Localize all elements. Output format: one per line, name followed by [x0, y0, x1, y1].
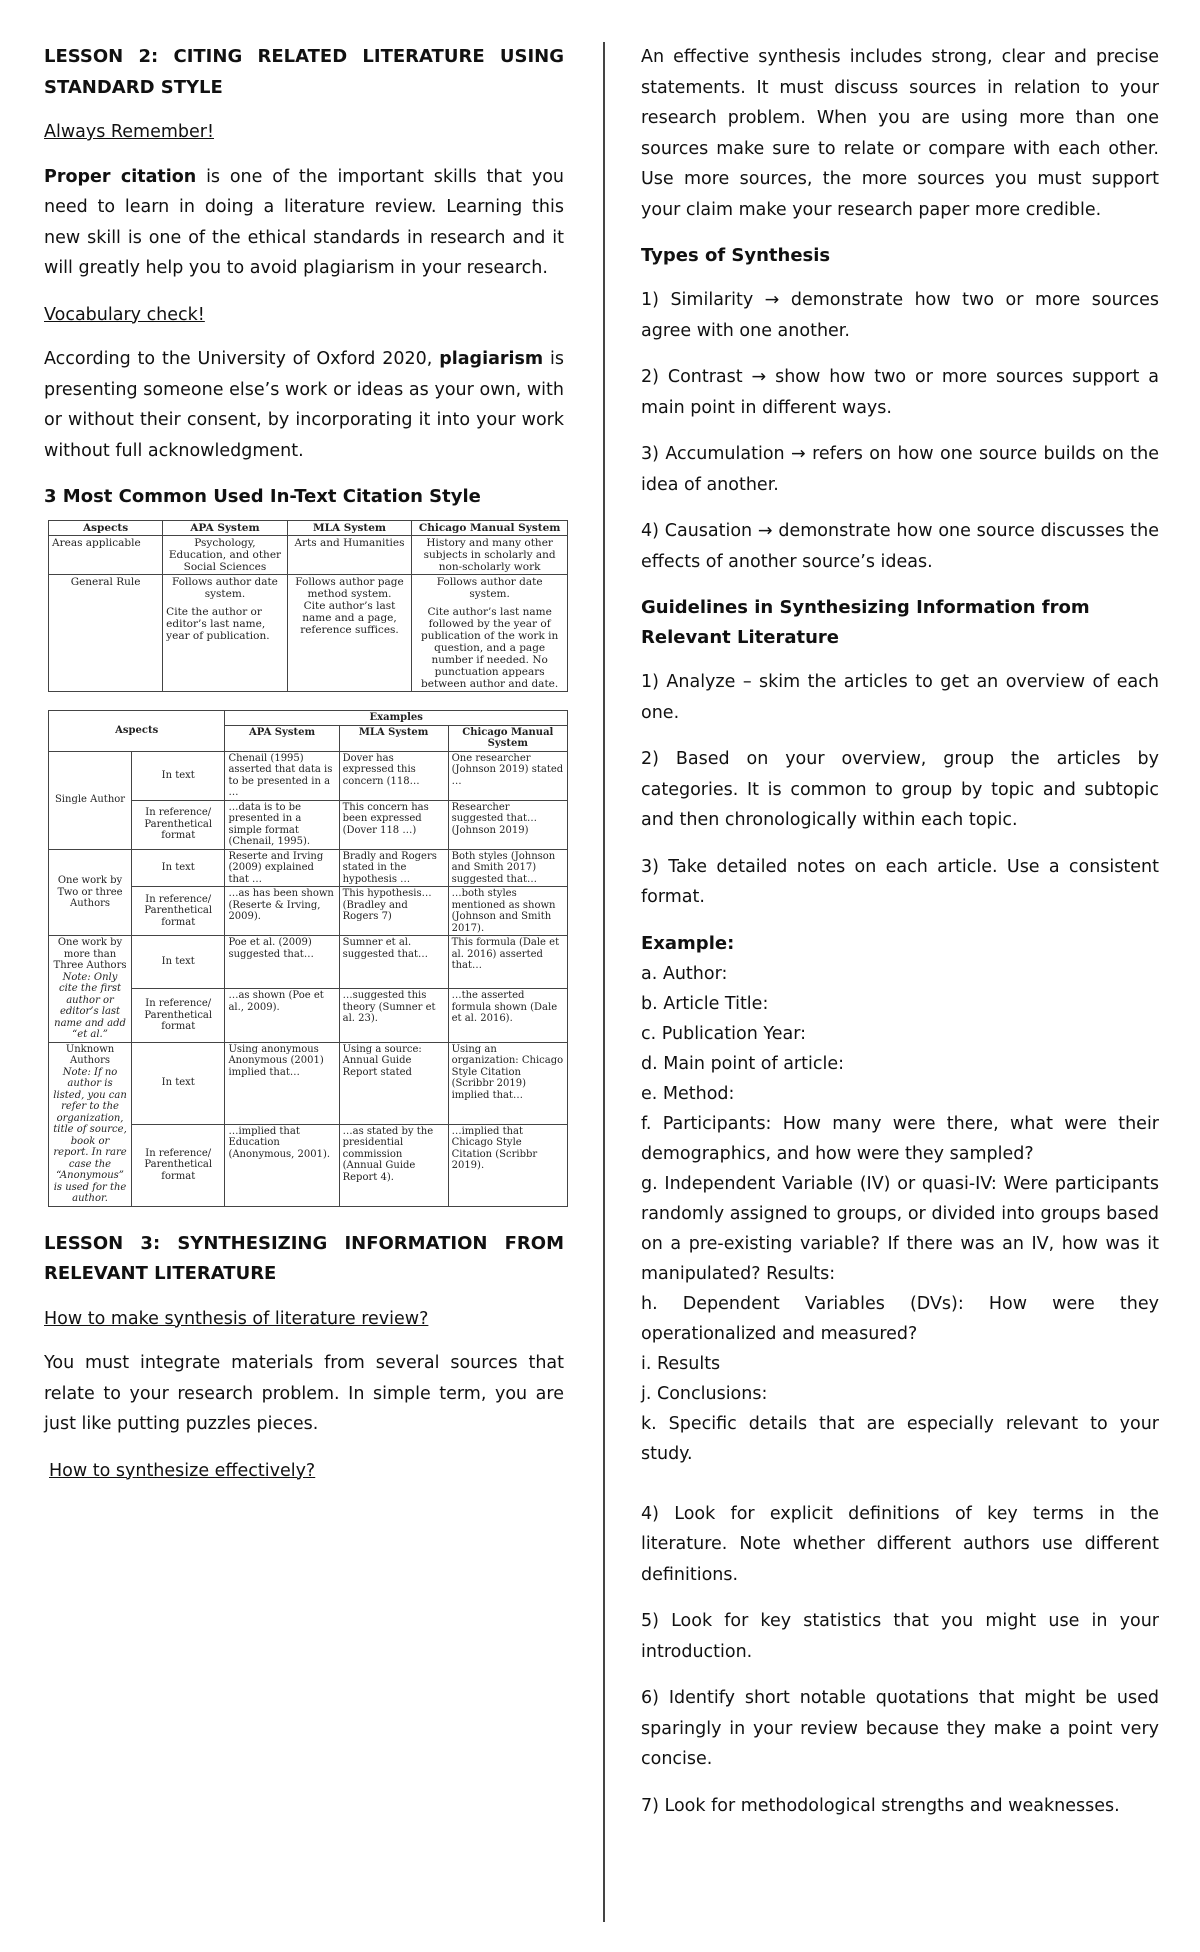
how-synthesize-heading: How to synthesize effectively?	[49, 1460, 316, 1481]
proper-citation-text: is one of the important skills that you need to learn in doing a literature review. Learning this new skill is one of the ethical standards in research and it will greatly help you to avoid plagiarism in your research.	[44, 166, 564, 278]
table-cell: Poe et al. (2009) suggested that…	[225, 936, 339, 989]
table-cell: …suggested this theory (Sumner et al. 23).	[339, 989, 448, 1042]
table-cell: Psychology, Education, and other Social Sciences	[163, 536, 288, 575]
integrate-paragraph: You must integrate materials from several sources that relate to your research problem. In simple term, you are just like putting puzzles pieces.	[44, 1353, 564, 1434]
list-item: d. Main point of article:	[641, 1053, 844, 1074]
table-cell: This hypothesis… (Bradley and Rogers 7)	[339, 887, 448, 936]
table-row	[49, 1042, 568, 1124]
proper-citation-paragraph	[44, 162, 564, 284]
guidelines-heading: Guidelines in Synthesizing Information from Relevant Literature	[641, 597, 1090, 648]
plagiarism-text: is presenting someone else’s work or ideas as your own, with or without their consent, by incorporating it into your work without full acknowledgment.	[44, 349, 564, 461]
list-item: 4) Causation → demonstrate how one source discusses the effects of another source’s ideas.	[641, 521, 1159, 572]
list-item: j. Conclusions:	[641, 1383, 768, 1404]
guideline-item: 4) Look for explicit definitions of key terms in the literature. Note whether different authors use different definitions.	[641, 1503, 1159, 1585]
table-cell: …as has been shown (Reserte & Irving, 2009).	[225, 887, 339, 936]
cell-line: Cite author’s last name followed by the year of publication of the work in question, and a page number if needed. No punctuation appears between author and date.	[420, 606, 559, 690]
table-row	[49, 536, 568, 575]
table-cell: …data is to be presented in a simple format (Chenail, 1995).	[225, 800, 339, 849]
table-cell: In reference/ Parenthetical format	[132, 1124, 225, 1206]
list-item: f. Participants: How many were there, what were their demographics, and how were they sampled?	[641, 1113, 1159, 1164]
guideline-item: 6) Identify short notable quotations that might be used sparingly in your review because they make a point very concise.	[641, 1688, 1159, 1769]
cell-line: One work by more than Three Authors	[53, 937, 127, 971]
left-column	[44, 42, 564, 1500]
lesson2-title: LESSON 2: CITING RELATED LITERATURE USING STANDARD STYLE	[44, 46, 564, 98]
table-header: Chicago Manual System	[412, 521, 568, 536]
table-cell: In reference/ Parenthetical format	[132, 989, 225, 1042]
table-cell: In text	[132, 751, 225, 800]
list-item: 2) Contrast → show how two or more sources support a main point in different ways.	[641, 367, 1159, 418]
example-heading: Example:	[641, 932, 735, 954]
list-item: 1) Similarity → demonstrate how two or more sources agree with one another.	[641, 290, 1159, 341]
citation-style-table	[48, 520, 568, 692]
list-item: h. Dependent Variables (DVs): How were they operationalized and measured?	[641, 1293, 1159, 1344]
table-cell: One researcher (Johnson 2019) stated …	[448, 751, 567, 800]
table-cell: In text	[132, 1042, 225, 1124]
types-of-synthesis-heading: Types of Synthesis	[641, 245, 831, 266]
effective-synthesis-paragraph: An effective synthesis includes strong, clear and precise statements. It must discuss sources in relation to your research problem. When you are using more than one sources make sure to relate or compare with each other. Use more sources, the more sources you must support your claim make your research paper more credible.	[641, 47, 1159, 220]
table-cell: …as stated by the presidential commission (Annual Guide Report 4).	[339, 1124, 448, 1206]
table-cell: This concern has been expressed (Dover 118 …)	[339, 800, 448, 849]
list-item: b. Article Title:	[641, 993, 769, 1014]
cell-line: Unknown Authors	[65, 1043, 115, 1066]
table-cell: …implied that Education (Anonymous, 2001).	[225, 1124, 339, 1206]
lesson3-title: LESSON 3: SYNTHESIZING INFORMATION FROM RELEVANT LITERATURE	[44, 1232, 564, 1284]
table-row	[49, 575, 568, 692]
table-cell: Researcher suggested that… (Johnson 2019)	[448, 800, 567, 849]
table-cell: Dover has expressed this concern (118…	[339, 751, 448, 800]
table-header-row	[49, 711, 568, 726]
guideline-item: 1) Analyze – skim the articles to get an overview of each one.	[641, 672, 1159, 723]
list-item: k. Specific details that are especially relevant to your study.	[641, 1413, 1159, 1464]
plagiarism-paragraph	[44, 344, 564, 466]
table-cell: Single Author	[49, 751, 132, 849]
table-header-row	[49, 521, 568, 536]
table-cell	[287, 575, 412, 692]
table-cell: General Rule	[49, 575, 163, 692]
column-divider	[603, 42, 605, 1922]
table-cell: History and many other subjects in scholarly and non-scholarly work	[412, 536, 568, 575]
table-cell: Using an organization: Chicago Style Citation (Scribbr 2019) implied that…	[448, 1042, 567, 1124]
right-column	[641, 42, 1159, 1837]
cell-line: Cite the author or editor’s last name, year of publication.	[166, 606, 270, 642]
table-cell	[49, 936, 132, 1043]
table-cell: …the asserted formula shown (Dale et al. 2016).	[448, 989, 567, 1042]
table-row	[49, 751, 568, 800]
table-cell: In text	[132, 849, 225, 887]
cell-line: Follows author page method system.	[295, 576, 404, 600]
table-cell: Arts and Humanities	[287, 536, 412, 575]
table-cell: One work by Two or three Authors	[49, 849, 132, 936]
table-header: Examples	[225, 711, 568, 726]
table-cell: Sumner et al. suggested that…	[339, 936, 448, 989]
table-cell	[49, 1042, 132, 1206]
cell-line: Follows author date system.	[172, 576, 278, 600]
list-item: i. Results	[641, 1353, 721, 1374]
cell-note: Note: If no author is listed, you can refer to the organization, title of source, book or report. In rare case the “Anonymous” is used for the author.	[53, 1066, 127, 1204]
table-cell: Reserte and Irving (2009) explained that …	[225, 849, 339, 887]
table-cell: Chenail (1995) asserted that data is to be presented in a …	[225, 751, 339, 800]
list-item: a. Author:	[641, 963, 728, 984]
table-cell: In reference/ Parenthetical format	[132, 800, 225, 849]
how-make-synthesis-heading: How to make synthesis of literature review?	[44, 1308, 429, 1329]
table-cell: …both styles mentioned as shown (Johnson and Smith 2017).	[448, 887, 567, 936]
always-remember-heading: Always Remember!	[44, 122, 214, 142]
table-header: APA System	[163, 521, 288, 536]
table-cell: This formula (Dale et al. 2016) asserted that…	[448, 936, 567, 989]
table-cell: …as shown (Poe et al., 2009).	[225, 989, 339, 1042]
table-cell: …implied that Chicago Style Citation (Scribbr 2019).	[448, 1124, 567, 1206]
table-cell: Areas applicable	[49, 536, 163, 575]
table-row	[49, 849, 568, 887]
table-cell: Using anonymous Anonymous (2001) implied that…	[225, 1042, 339, 1124]
table-header: Aspects	[49, 711, 225, 752]
citation-examples-table	[48, 710, 568, 1207]
cell-line: Cite author’s last name and a page, reference suffices.	[300, 600, 399, 636]
table-header: APA System	[225, 725, 339, 751]
table-header: Chicago Manual System	[448, 725, 567, 751]
table-row	[49, 936, 568, 989]
table-cell: Both styles (Johnson and Smith 2017) suggested that…	[448, 849, 567, 887]
table-cell: Using a source: Annual Guide Report stated	[339, 1042, 448, 1124]
table-header: MLA System	[287, 521, 412, 536]
table-cell: In reference/ Parenthetical format	[132, 887, 225, 936]
table-cell: In text	[132, 936, 225, 989]
table-cell: Bradly and Rogers stated in the hypothesis …	[339, 849, 448, 887]
plagiarism-term: plagiarism	[439, 349, 544, 369]
guideline-item: 2) Based on your overview, group the articles by categories. It is common to group by topic and subtopic and then chronologically within each topic.	[641, 749, 1159, 830]
table-cell	[163, 575, 288, 692]
example-list	[641, 959, 1159, 1469]
plagiarism-intro: According to the University of Oxford 2020,	[44, 349, 440, 369]
guideline-item: 7) Look for methodological strengths and weaknesses.	[641, 1795, 1120, 1816]
guideline-item: 5) Look for key statistics that you might use in your introduction.	[641, 1611, 1159, 1662]
cell-line: Follows author date system.	[436, 576, 543, 600]
table-header: Aspects	[49, 521, 163, 536]
vocabulary-check-heading: Vocabulary check!	[44, 304, 205, 325]
proper-citation-term: Proper citation	[44, 166, 197, 187]
citation-style-heading: 3 Most Common Used In-Text Citation Style	[44, 486, 481, 507]
table-header: MLA System	[339, 725, 448, 751]
list-item: 3) Accumulation → refers on how one source builds on the idea of another.	[641, 444, 1159, 495]
cell-note: Note: Only cite the first author or editor’s last name and add “et al.”	[54, 971, 126, 1040]
list-item: g. Independent Variable (IV) or quasi-IV: Were participants randomly assigned to groups, or divided into groups based on a pre-existing variable? If there was an IV, how was it manipulated? Results:	[641, 1173, 1159, 1284]
table-cell	[412, 575, 568, 692]
list-item: c. Publication Year:	[641, 1023, 806, 1044]
guideline-item: 3) Take detailed notes on each article. Use a consistent format.	[641, 856, 1159, 907]
list-item: e. Method:	[641, 1083, 735, 1104]
